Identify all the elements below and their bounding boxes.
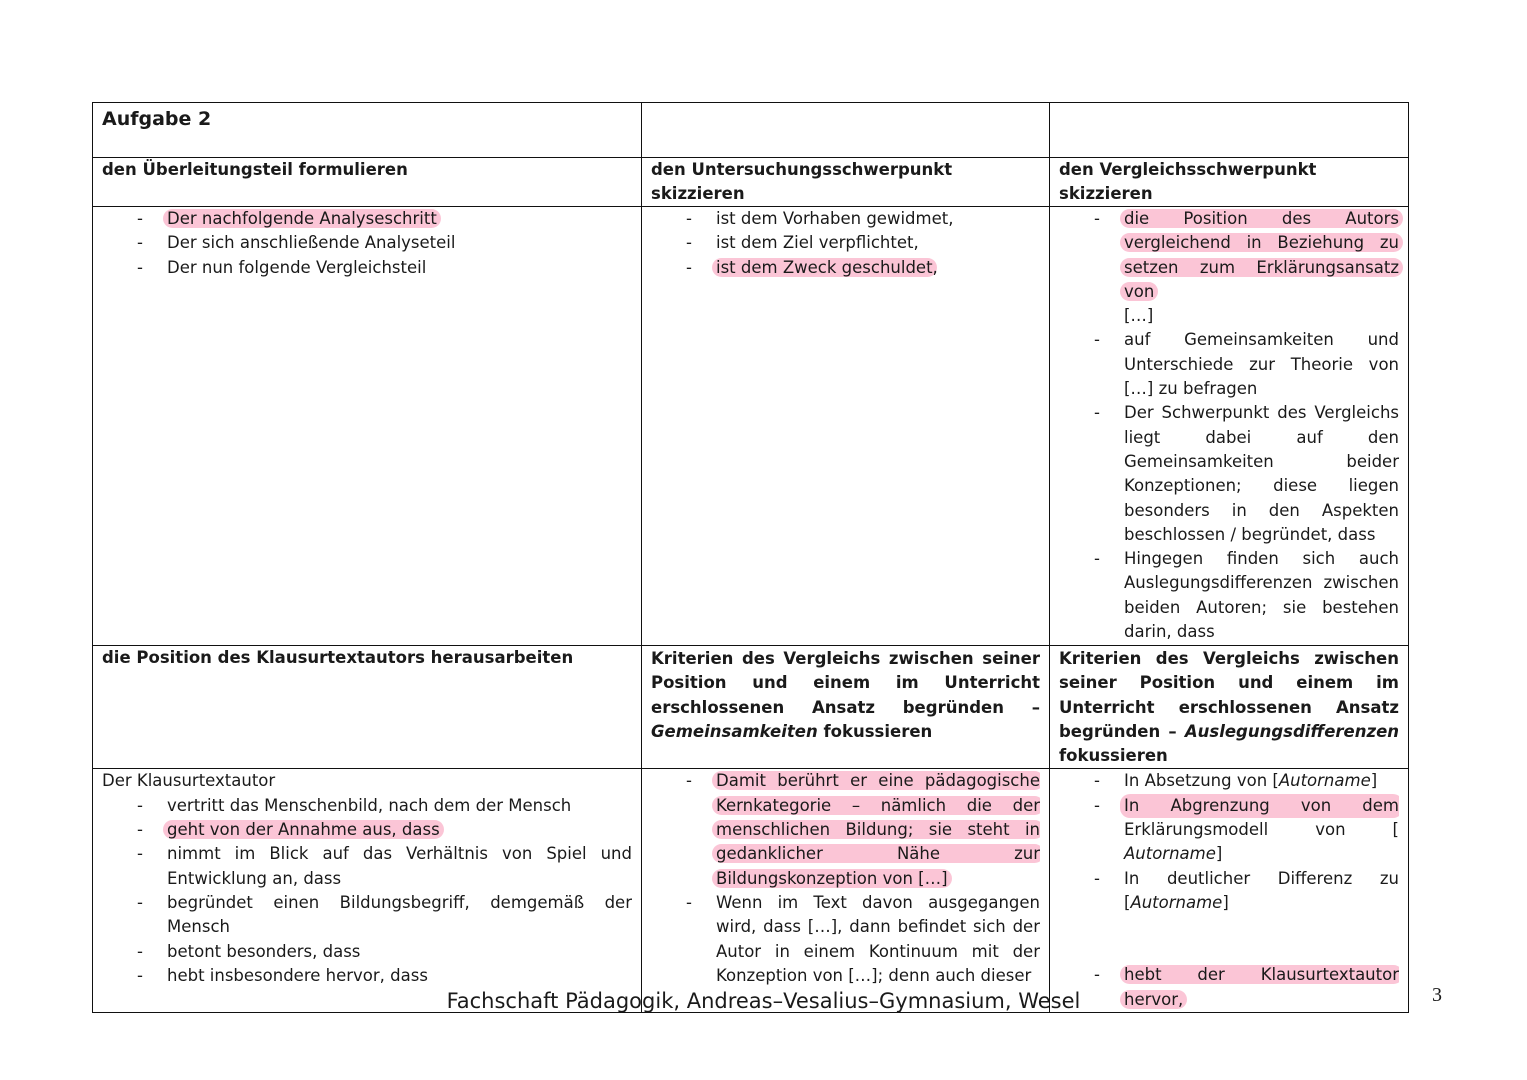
highlighted-phrase: Der nachfolgende Analyseschritt — [163, 209, 441, 228]
highlighted-phrase: Damit berührt er eine pädagogische Kernkategorie – nämlich die der menschlichen Bildung; sie steht in gedanklicher Nähe zur Bildungskonzeption von […] — [712, 771, 1040, 887]
author-position-list — [102, 794, 632, 988]
header-comparison-focus: den Vergleichsschwerpunkt skizzieren — [1050, 158, 1409, 207]
highlighted-phrase: ist dem Zweck geschuldet — [712, 258, 937, 277]
task-title: Aufgabe 2 — [102, 108, 212, 130]
table-row-formulations — [93, 769, 1409, 1012]
list-item — [716, 769, 1040, 890]
criteria-commonalities-header — [642, 646, 1050, 769]
punctuation: , — [932, 257, 938, 277]
highlighted-phrase: hebt der Klausurtextautor hervor, — [1120, 965, 1399, 1008]
list-item: - In deutlicher Differenz zu [Autorname] — [1124, 867, 1399, 964]
list-item — [167, 207, 632, 231]
table-row-title — [93, 103, 1409, 158]
list-item: - Der Schwerpunkt des Vergleichs liegt dabei auf den Gemeinsamkeiten beider Konzeptionen; diese liegen besonders in den Aspekten beschlossen / begründet, dass — [1124, 401, 1399, 547]
emphasis-commonalities: Gemeinsamkeiten — [651, 721, 818, 741]
list-item: - ist dem Vorhaben gewidmet, — [716, 207, 1040, 231]
highlighted-phrase: geht von der Annahme aus, dass — [163, 820, 444, 839]
list-item: - In Abgrenzung von dem Erklärungsmodell von [ Autorname] — [1124, 794, 1399, 867]
page-footer: Fachschaft Pädagogik, Andreas–Vesalius–Gymnasium, Wesel — [446, 989, 1081, 1013]
commonalities-phrases-cell — [642, 769, 1050, 1012]
task-table — [92, 102, 1409, 1013]
title-cell — [93, 103, 642, 158]
highlighted-phrase: die Position des Autors vergleichend in Beziehung zu setzen zum Erklärungsansatz von — [1120, 209, 1403, 301]
list-item: - Der sich anschließende Analyseteil — [167, 231, 632, 255]
list-item: - betont besonders, dass — [167, 940, 632, 964]
ellipsis-text: […] — [1124, 306, 1154, 326]
page-number: 3 — [1432, 984, 1442, 1006]
list-item — [167, 818, 632, 842]
criteria-differences-text: Kriterien des Vergleichs zwischen seiner Position und einem im Unterricht erschlossenen Ansatz begründen – Auslegungsdifferenzen fokussieren — [1059, 649, 1400, 766]
table-row-subheaders — [93, 646, 1409, 769]
commonalities-phrase-list — [651, 769, 1040, 988]
header-investigation-focus: den Untersuchungsschwerpunkt skizzieren — [642, 158, 1050, 207]
list-item: - nimmt im Blick auf das Verhältnis von Spiel und Entwicklung an, dass — [167, 842, 632, 891]
differences-phrases-cell — [1050, 769, 1409, 1012]
investigation-phrase-list — [651, 207, 1040, 280]
list-item: - hebt insbesondere hervor, dass — [167, 964, 632, 988]
differences-phrase-list — [1059, 769, 1399, 1011]
empty-cell — [642, 103, 1050, 158]
investigation-phrases-cell — [642, 207, 1050, 646]
table-row-phrases — [93, 207, 1409, 646]
emphasis-differences: Auslegungsdifferenzen — [1184, 721, 1400, 741]
list-item: - Hingegen finden sich auch Auslegungsdifferenzen zwischen beiden Autoren; sie bestehen darin, dass — [1124, 547, 1399, 644]
list-item — [1124, 207, 1399, 328]
list-item: - Der nun folgende Vergleichsteil — [167, 256, 632, 280]
table-row-headers — [93, 158, 1409, 207]
author-intro: Der Klausurtextautor — [102, 771, 276, 791]
list-item: - ist dem Ziel verpflichtet, — [716, 231, 1040, 255]
comparison-phrases-cell — [1050, 207, 1409, 646]
list-item: - vertritt das Menschenbild, nach dem der Mensch — [167, 794, 632, 818]
list-item: - begründet einen Bildungsbegriff, demgemäß der Mensch — [167, 891, 632, 940]
list-item: - Wenn im Text davon ausgegangen wird, dass […], dann befindet sich der Autor in einem Kontinuum mit der Konzeption von […]; denn auch dieser — [716, 891, 1040, 988]
criteria-differences-header — [1050, 646, 1409, 769]
list-item: - auf Gemeinsamkeiten und Unterschiede zur Theorie von […] zu befragen — [1124, 328, 1399, 401]
author-position-cell — [93, 769, 642, 1012]
criteria-commonalities-text: Kriterien des Vergleichs zwischen seiner Position und einem im Unterricht erschlossenen Ansatz begründen – Gemeinsamkeiten fokussieren — [651, 649, 1040, 741]
list-item — [716, 256, 1040, 280]
comparison-phrase-list — [1059, 207, 1399, 644]
transition-phrase-list — [102, 207, 632, 280]
author-position-header: die Position des Klausurtextautors herausarbeiten — [93, 646, 642, 769]
header-transition-part: den Überleitungsteil formulieren — [93, 158, 642, 207]
list-item: - In Absetzung von [Autorname] — [1124, 769, 1399, 793]
highlighted-phrase: - In Abgrenzung von dem — [1120, 794, 1399, 818]
transition-phrases-cell — [93, 207, 642, 646]
empty-cell — [1050, 103, 1409, 158]
